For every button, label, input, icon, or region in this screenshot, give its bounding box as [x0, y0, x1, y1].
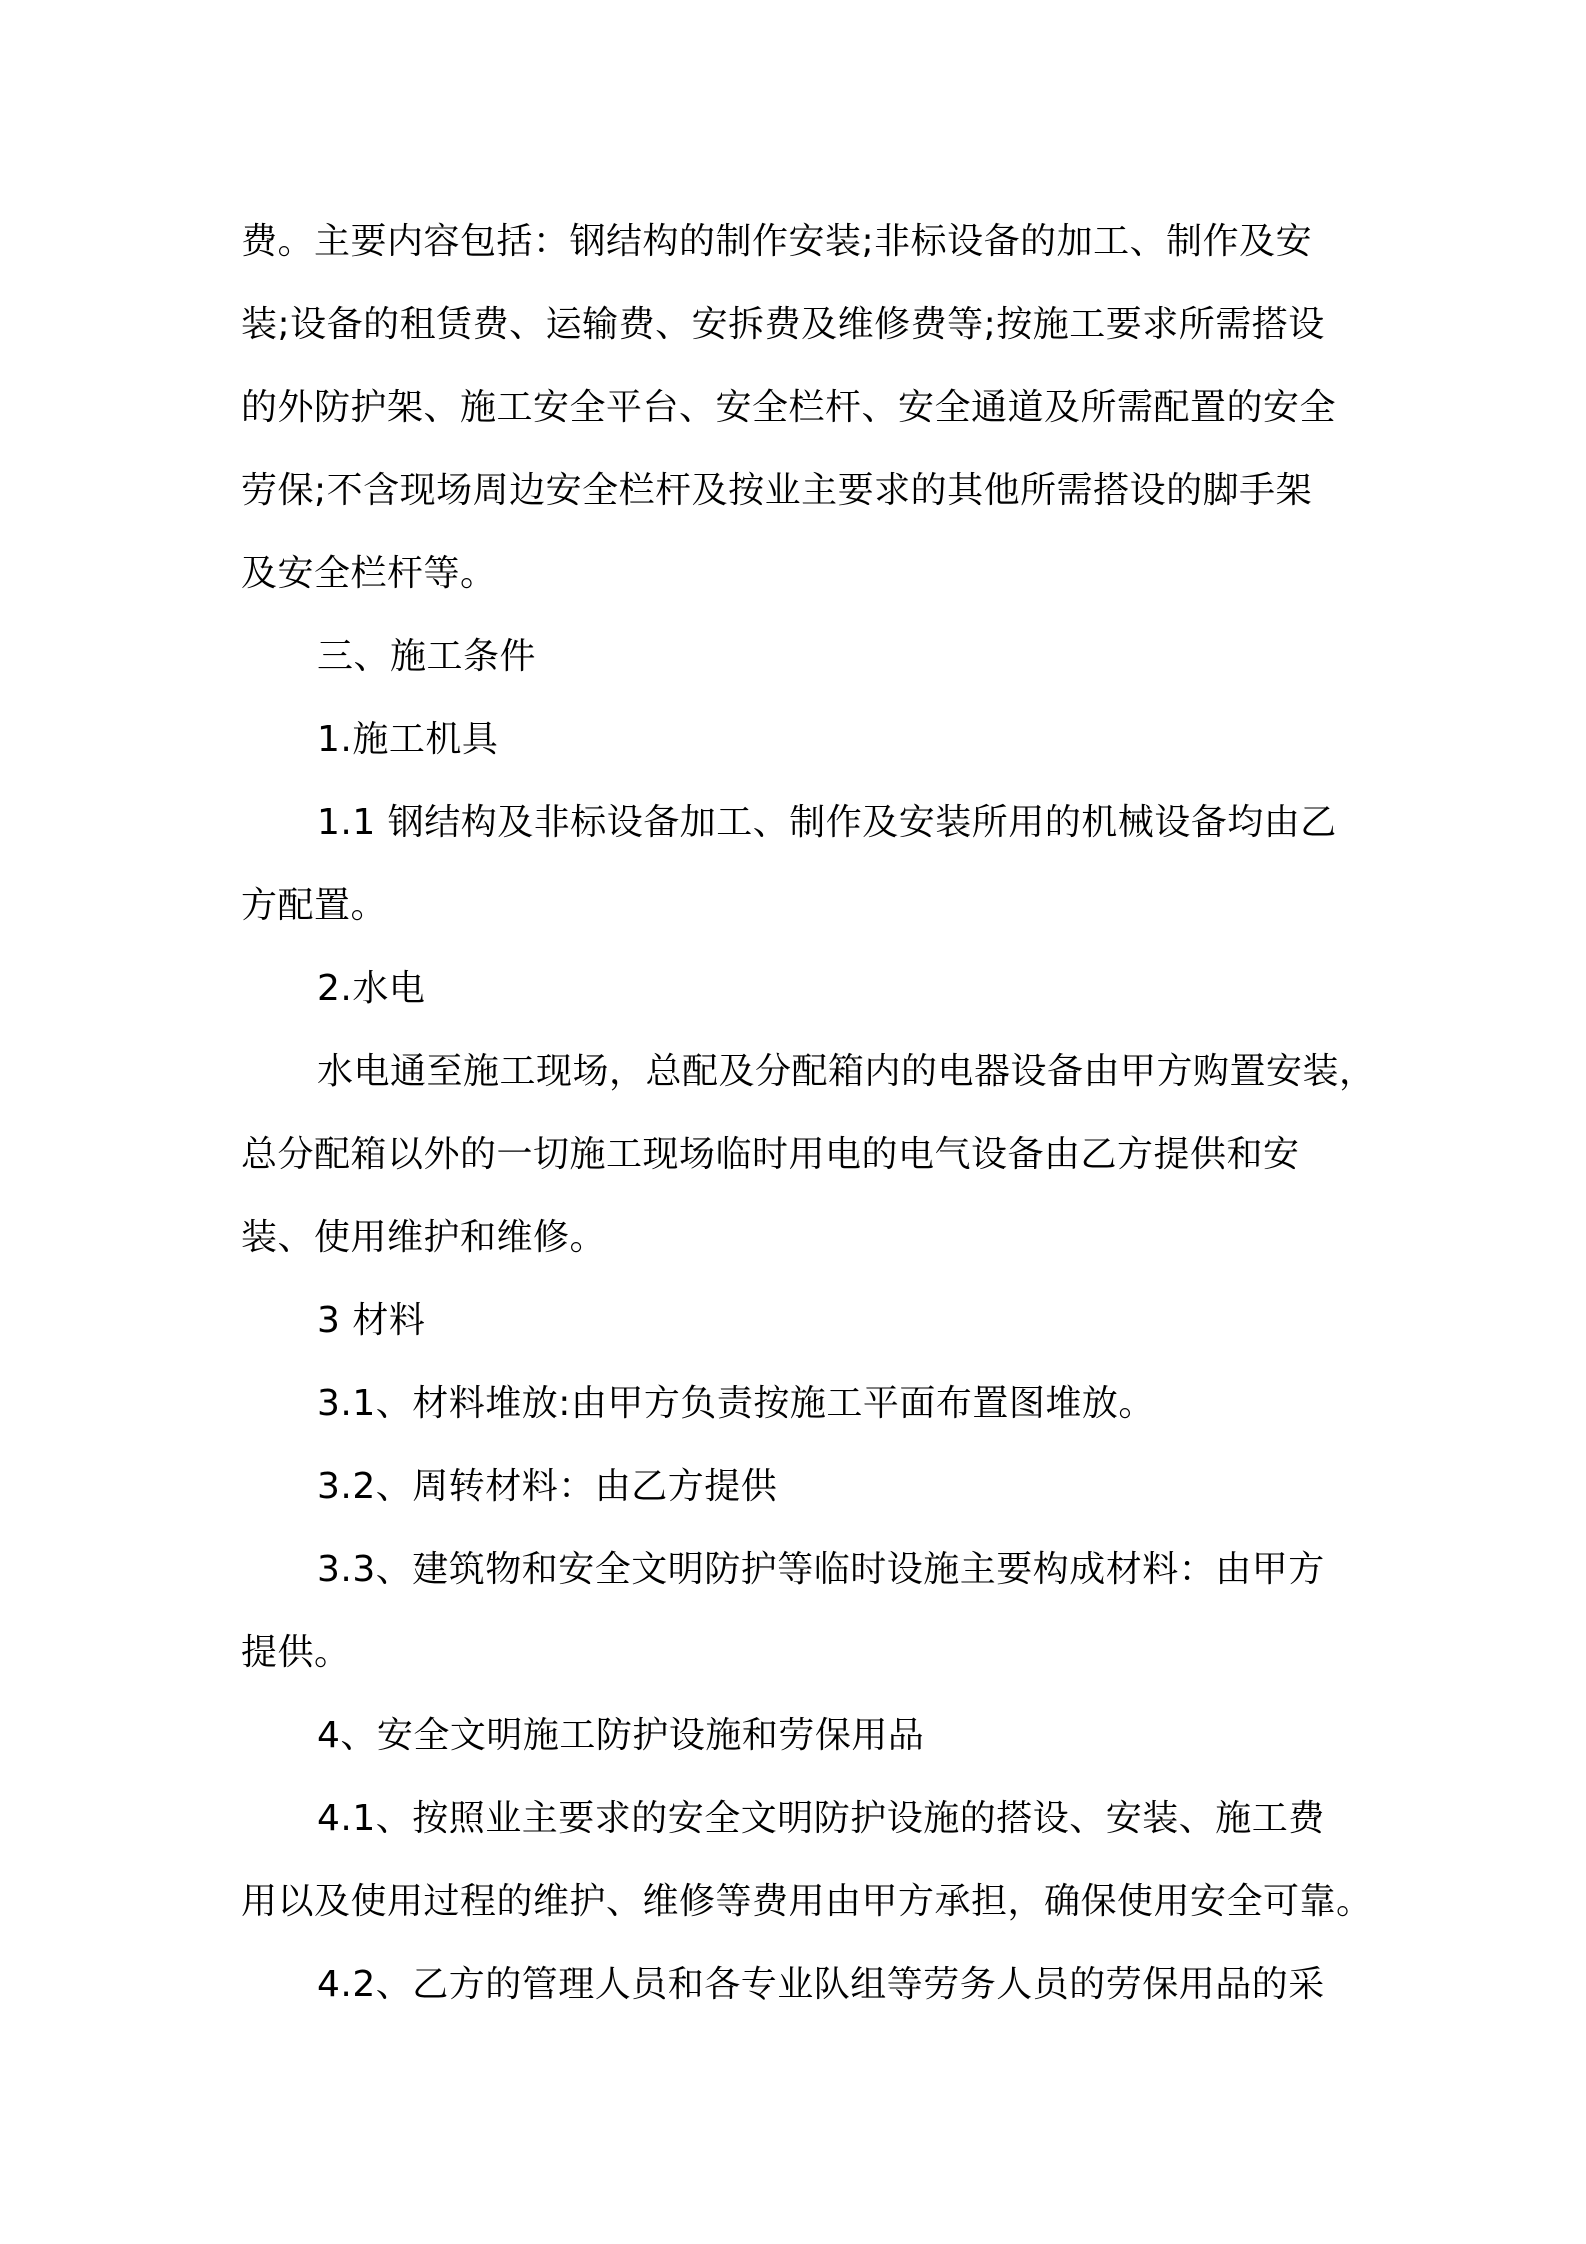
subsection-heading: 3 材料 — [317, 1300, 426, 1341]
subsection-heading: 2.水电 — [317, 968, 426, 1009]
paragraph-line: 方配置。 — [241, 885, 388, 926]
paragraph-line: 及安全栏杆等。 — [241, 553, 497, 594]
paragraph-line: 费。主要内容包括：钢结构的制作安装;非标设备的加工、制作及安 — [241, 221, 1313, 262]
paragraph-line: 水电通至施工现场，总配及分配箱内的电器设备由甲方购置安装， — [317, 1051, 1376, 1092]
paragraph-line: 的外防护架、施工安全平台、安全栏杆、安全通道及所需配置的安全 — [241, 387, 1337, 428]
paragraph-line: 提供。 — [241, 1632, 351, 1673]
document-body — [241, 200, 1376, 2026]
paragraph-line: 装、使用维护和维修。 — [241, 1217, 607, 1258]
paragraph-line: 3.1、材料堆放:由甲方负责按施工平面布置图堆放。 — [317, 1383, 1155, 1424]
subsection-heading: 4、安全文明施工防护设施和劳保用品 — [317, 1715, 925, 1756]
section-heading: 三、施工条件 — [317, 636, 537, 677]
paragraph-line: 用以及使用过程的维护、维修等费用由甲方承担，确保使用安全可靠。 — [241, 1881, 1373, 1922]
paragraph-line: 劳保;不含现场周边安全栏杆及按业主要求的其他所需搭设的脚手架 — [241, 470, 1313, 511]
paragraph-line: 装;设备的租赁费、运输费、安拆费及维修费等;按施工要求所需搭设 — [241, 304, 1325, 345]
paragraph-line: 4.2、乙方的管理人员和各专业队组等劳务人员的劳保用品的采 — [317, 1964, 1325, 2005]
paragraph-line: 1.1 钢结构及非标设备加工、制作及安装所用的机械设备均由乙 — [317, 802, 1337, 843]
paragraph-line: 3.3、建筑物和安全文明防护等临时设施主要构成材料：由甲方 — [317, 1549, 1325, 1590]
paragraph-line: 总分配箱以外的一切施工现场临时用电的电气设备由乙方提供和安 — [241, 1134, 1300, 1175]
paragraph-line: 3.2、周转材料：由乙方提供 — [317, 1466, 778, 1507]
subsection-heading: 1.施工机具 — [317, 719, 499, 760]
paragraph-line: 4.1、按照业主要求的安全文明防护设施的搭设、安装、施工费 — [317, 1798, 1325, 1839]
